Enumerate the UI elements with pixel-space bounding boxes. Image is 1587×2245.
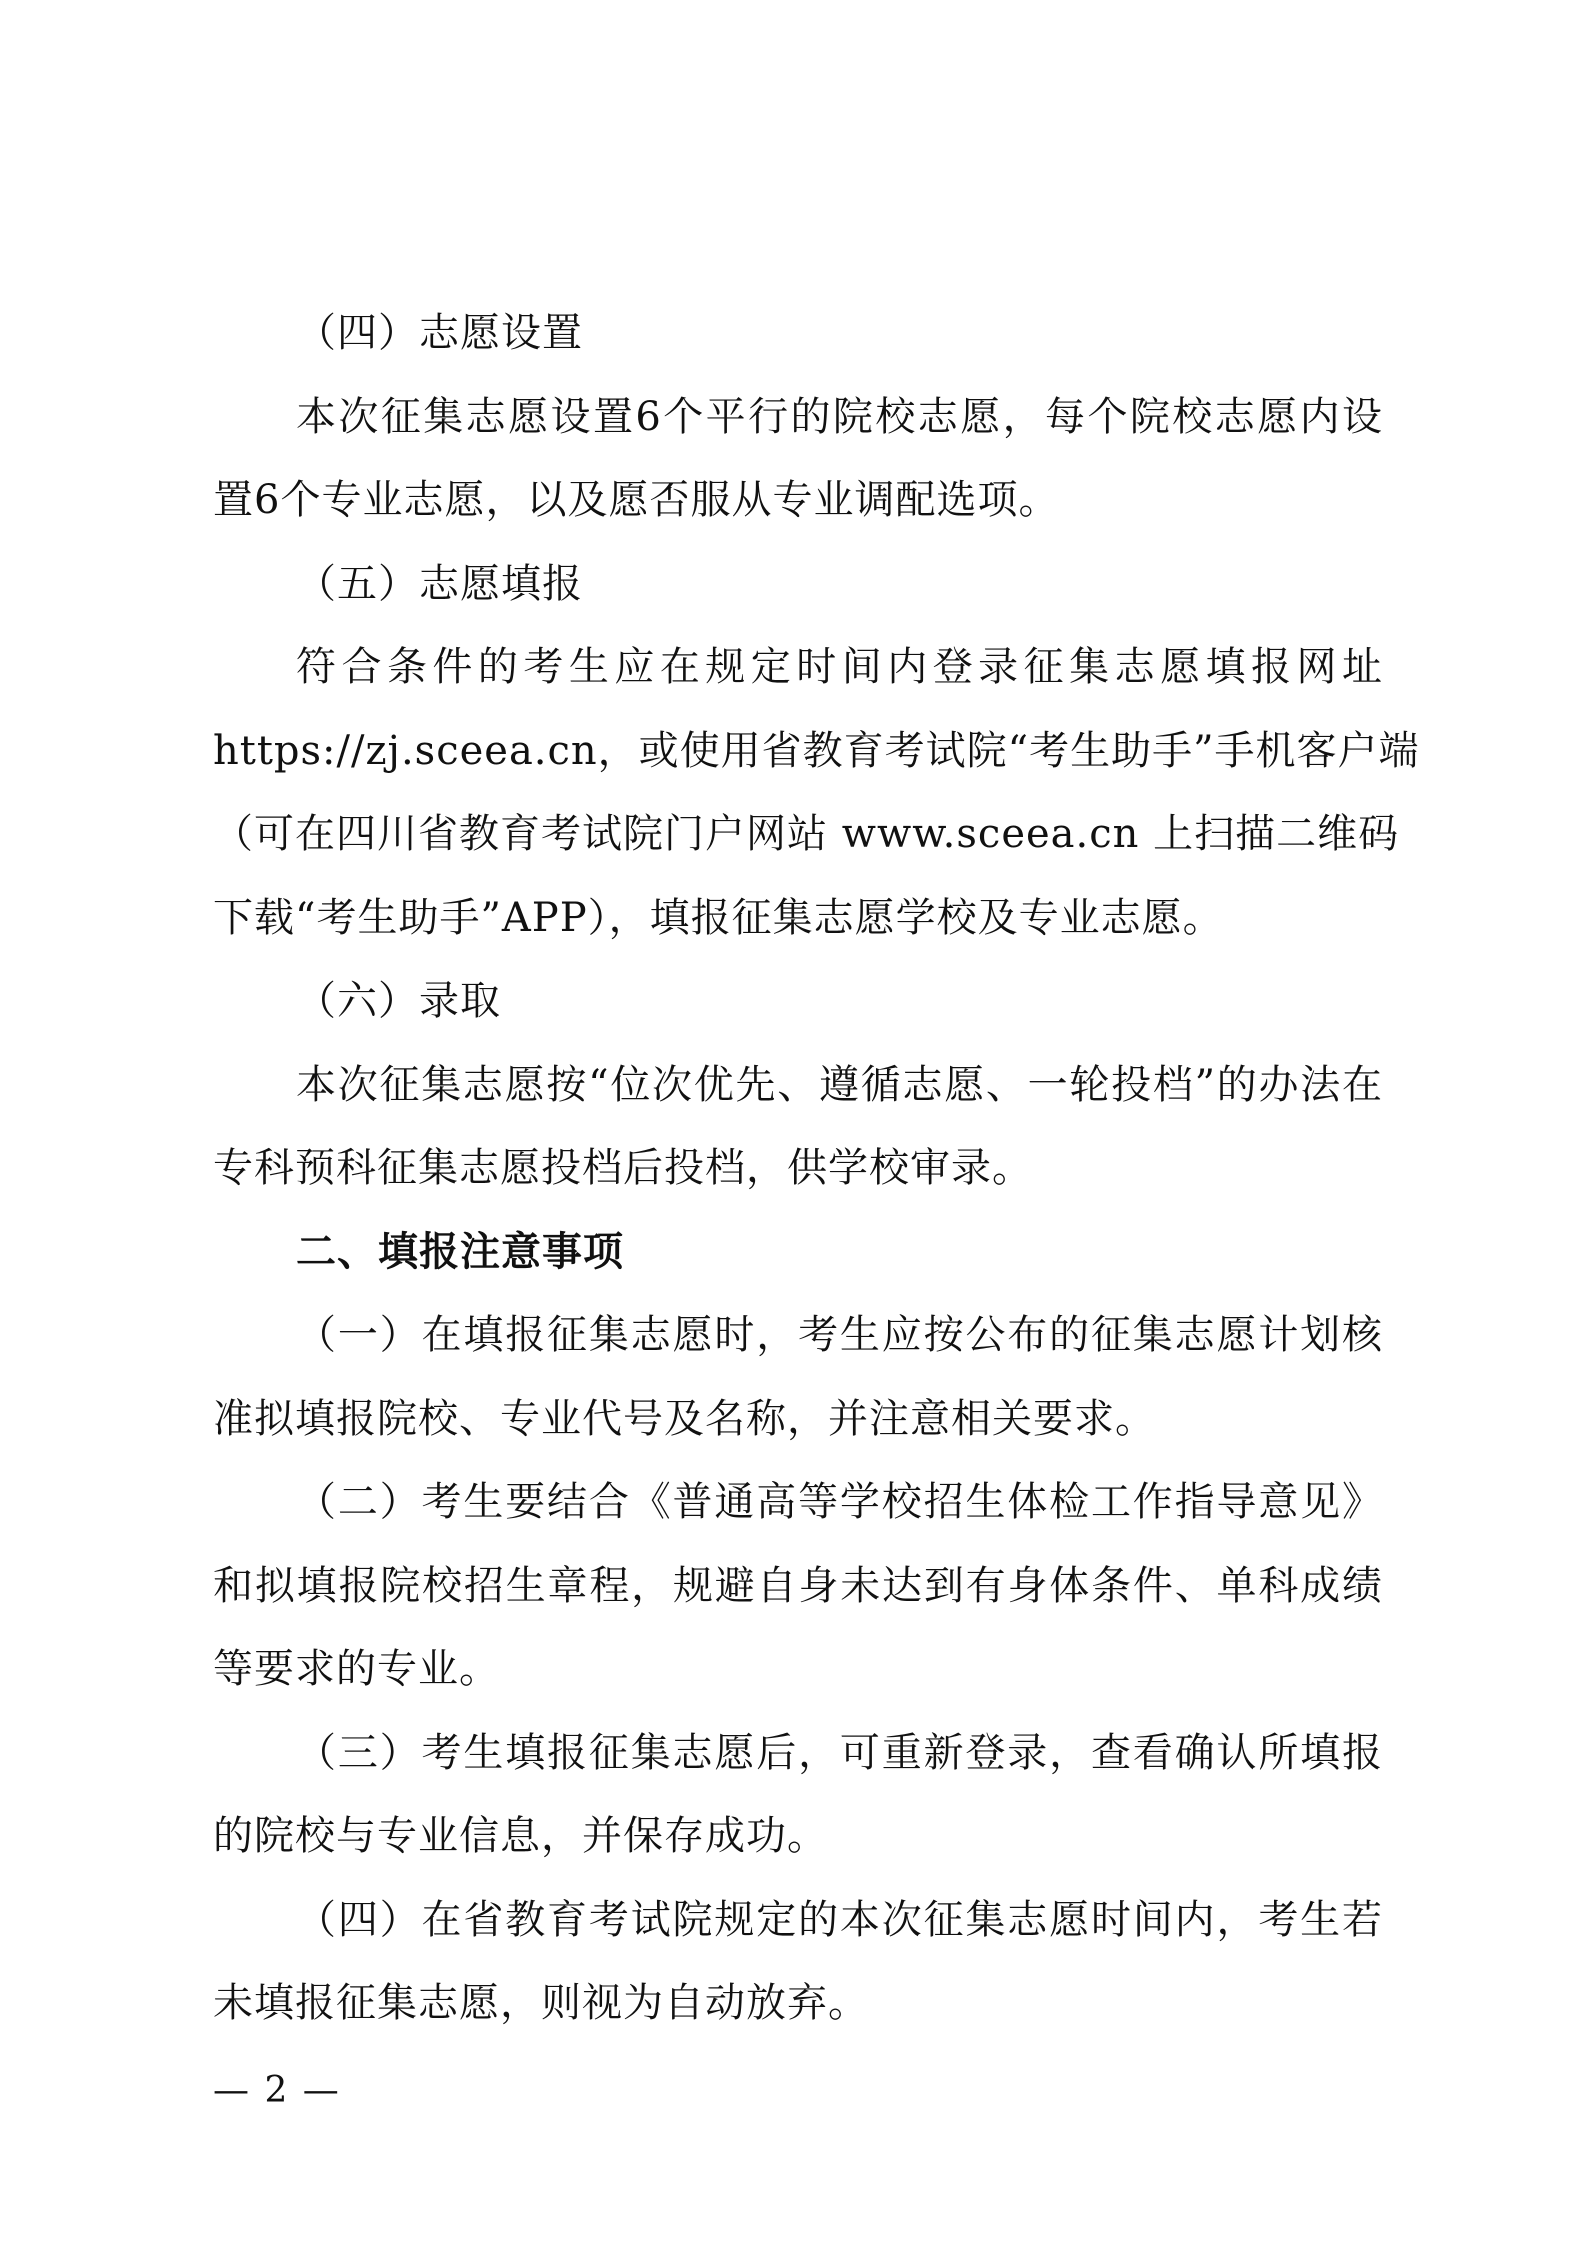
paragraph-line: 本次征集志愿设置6个平行的院校志愿，每个院校志愿内设 xyxy=(296,393,1383,440)
heading-filling-notes: 二、填报注意事项 xyxy=(296,1228,624,1275)
note-item-line: 准拟填报院校、专业代号及名称，并注意相关要求。 xyxy=(213,1395,1156,1442)
paragraph-line: 本次征集志愿按“位次优先、遵循志愿、一轮投档”的办法在 xyxy=(296,1061,1383,1108)
note-item-line: 的院校与专业信息，并保存成功。 xyxy=(213,1813,828,1859)
paragraph-line: 符合条件的考生应在规定时间内登录征集志愿填报网址 xyxy=(296,644,1383,690)
document-body xyxy=(213,292,1420,2046)
note-item-line: 和拟填报院校招生章程，规避自身未达到有身体条件、单科成绩 xyxy=(213,1562,1383,1609)
paragraph-line: 专科预科征集志愿投档后投档，供学校审录。 xyxy=(213,1145,1033,1191)
note-item-line: 等要求的专业。 xyxy=(213,1646,500,1692)
heading-admission: （六）录取 xyxy=(296,978,501,1024)
paragraph-line: 置6个专业志愿，以及愿否服从专业调配选项。 xyxy=(213,477,1060,523)
note-item-line: （三）考生填报征集志愿后，可重新登录，查看确认所填报 xyxy=(296,1729,1383,1776)
note-item-line: （四）在省教育考试院规定的本次征集志愿时间内，考生若 xyxy=(296,1896,1383,1943)
paragraph-line-with-website: （可在四川省教育考试院门户网站 www.sceea.cn 上扫描二维码 xyxy=(213,811,1400,857)
paragraph-line-with-url: https://zj.sceea.cn，或使用省教育考试院“考生助手”手机客户端 xyxy=(213,727,1420,774)
heading-volunteer-settings: （四）志愿设置 xyxy=(296,310,583,356)
paragraph-line: 下载“考生助手”APP），填报征集志愿学校及专业志愿。 xyxy=(213,894,1224,941)
note-item-line: （二）考生要结合《普通高等学校招生体检工作指导意见》 xyxy=(296,1479,1383,1525)
note-item-line: 未填报征集志愿，则视为自动放弃。 xyxy=(213,1980,869,2026)
heading-volunteer-filling: （五）志愿填报 xyxy=(296,560,583,607)
page-number: — 2 — xyxy=(213,2070,341,2111)
note-item-line: （一）在填报征集志愿时，考生应按公布的征集志愿计划核 xyxy=(296,1312,1383,1358)
